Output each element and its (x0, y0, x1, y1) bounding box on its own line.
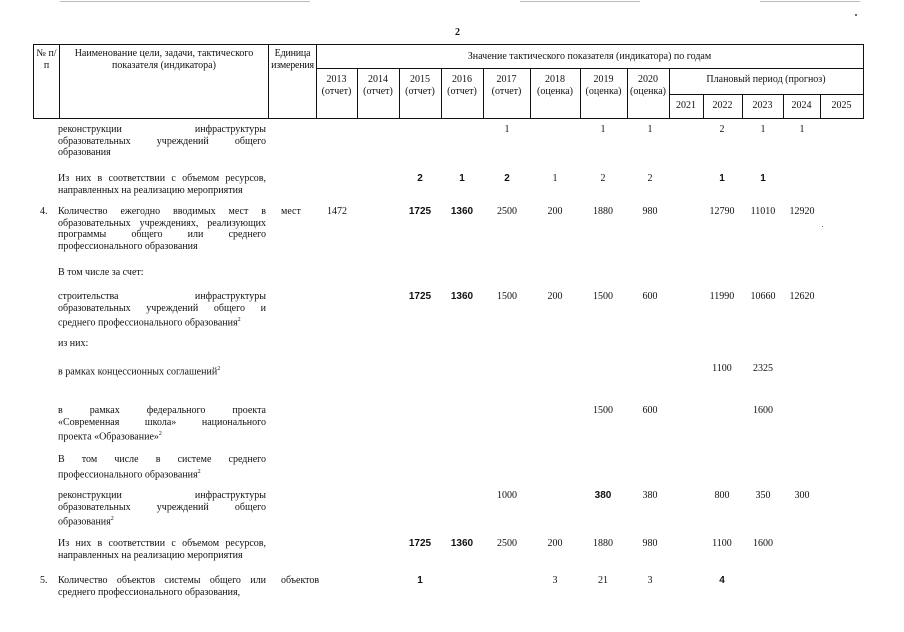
cell-value-y2020: 380 (642, 490, 658, 501)
year-kind: (оценка) (630, 86, 666, 97)
cell-value-y2019: 380 (594, 490, 612, 501)
planned-year-2023: 2023 (752, 100, 773, 111)
indicator-text-line: Из них в соответствии с объемом ресурсов, (58, 538, 266, 549)
indicator-text-line: образовательных учреждений общего (58, 135, 266, 147)
scan-speck (855, 14, 857, 16)
year-kind: (оценка) (537, 86, 573, 97)
cell-value-y2019: 2 (600, 173, 606, 184)
indicator-text-line: направленных на реализацию мероприятия (58, 184, 243, 196)
indicator-text-line: В том числе за счет: (58, 267, 144, 278)
cell-value-y2024: 300 (794, 490, 810, 501)
cell-value-y2023: 2325 (753, 363, 773, 374)
cell-value-y2019: 1500 (593, 405, 613, 416)
year-kind: (отчет) (363, 86, 393, 97)
cell-value-y2018: 200 (547, 206, 563, 217)
footnote-mark: 2 (158, 431, 162, 437)
scan-edge (760, 1, 860, 2)
planned-year-2022: 2022 (712, 100, 733, 111)
cell-value-y2018: 200 (547, 291, 563, 302)
scan-speck (822, 226, 823, 227)
cell-value-y2023: 350 (755, 490, 771, 501)
cell-value-y2019: 1880 (593, 206, 613, 217)
planned-year-2025: 2025 (831, 100, 852, 111)
indicator-text-line: направленных на реализацию мероприятия (58, 549, 243, 561)
indicator-text-line: программы общего или среднего (58, 229, 266, 240)
indicator-text-line: «Современная школа» национального (58, 416, 266, 428)
cell-value-y2020: 600 (642, 291, 658, 302)
grid-line (863, 44, 864, 119)
cell-value-y2017: 2500 (497, 538, 517, 549)
cell-value-y2023: 10660 (750, 291, 776, 302)
cell-value-y2016: 1 (459, 173, 465, 184)
cell-value-y2022: 12790 (709, 206, 735, 217)
header-name: Наименование цели, задачи, тактического показателя (индикатора) (74, 48, 254, 71)
year-label: 2015 (410, 74, 430, 85)
grid-line (33, 118, 864, 119)
cell-value-y2023: 1600 (753, 538, 773, 549)
cell-value-y2015: 1725 (408, 206, 432, 217)
grid-line (669, 94, 864, 95)
indicator-text-line: из них: (58, 338, 89, 349)
year-kind: (отчет) (491, 86, 522, 97)
cell-value-y2016: 1360 (450, 538, 474, 549)
year-header-2019 (580, 74, 627, 98)
footnote-mark: 2 (237, 317, 241, 323)
cell-value-y2020: 3 (647, 575, 653, 586)
cell-value-y2020: 980 (642, 206, 658, 217)
cell-value-y2024: 1 (799, 124, 805, 135)
year-header-2013 (316, 74, 357, 98)
indicator-text-line: Из них в соответствии с объемом ресурсов, (58, 173, 266, 184)
cell-value-y2022: 1100 (712, 538, 732, 549)
year-header-2017 (483, 74, 530, 98)
cell-value-y2017: 1500 (497, 291, 517, 302)
year-label: 2018 (545, 74, 565, 85)
year-kind: (отчет) (405, 86, 435, 97)
scan-edge (60, 1, 310, 2)
planned-year-2024: 2024 (791, 100, 812, 111)
year-label: 2016 (452, 74, 472, 85)
year-header-2016 (441, 74, 483, 98)
indicator-text-line: проекта «Образование»$^2$ (58, 431, 162, 443)
header-planned-title: Плановый период (прогноз) (706, 74, 826, 85)
indicator-text-line: профессионального образования (58, 240, 198, 252)
indicator-text-line: образования$^2$ (58, 516, 114, 528)
cell-value-y2015: 1 (417, 575, 423, 586)
cell-value-y2020: 1 (647, 124, 653, 135)
row-unit: мест (281, 206, 301, 217)
cell-value-y2022: 2 (719, 124, 725, 135)
year-kind: (оценка) (585, 86, 622, 97)
year-label: 2013 (326, 74, 347, 85)
indicator-text-line: В том числе в системе среднего (58, 454, 266, 465)
cell-value-y2023: 1600 (753, 405, 773, 416)
indicator-text-line: в рамках федерального проекта (58, 405, 266, 416)
cell-value-y2023: 11010 (750, 206, 776, 217)
cell-value-y2017: 2500 (497, 206, 517, 217)
cell-value-y2018: 200 (547, 538, 563, 549)
header-unit: Единица измерения (271, 48, 314, 71)
cell-value-y2023: 1 (760, 173, 766, 184)
indicator-text-line: образовательных учреждений общего (58, 501, 266, 513)
cell-value-y2017: 2 (504, 173, 510, 184)
cell-value-y2020: 600 (642, 405, 658, 416)
indicator-text-line: образования (58, 147, 111, 158)
indicator-text-line: образовательных учреждениях, реализующих (58, 217, 266, 229)
indicator-text-line: профессионального образования$^2$ (58, 468, 201, 480)
year-label: 2014 (368, 74, 388, 85)
year-label: 2017 (496, 74, 517, 85)
cell-value-y2022: 1100 (712, 363, 732, 374)
page-number: 2 (455, 27, 460, 38)
footnote-mark: 2 (217, 366, 221, 372)
footnote-mark: 2 (110, 516, 114, 522)
indicator-text-line: среднего профессионального образования$^2$ (58, 317, 241, 329)
year-label: 2019 (593, 74, 614, 85)
year-kind: (отчет) (447, 86, 477, 97)
cell-value-y2019: 1880 (593, 538, 613, 549)
cell-value-y2022: 800 (714, 490, 730, 501)
cell-value-y2017: 1 (504, 124, 510, 135)
year-header-2014 (357, 74, 399, 98)
indicator-text-line: Количество ежегодно вводимых мест в (58, 206, 266, 217)
cell-value-y2017: 1000 (497, 490, 517, 501)
cell-value-y2016: 1360 (450, 206, 474, 217)
year-header-2018 (530, 74, 580, 98)
cell-value-y2023: 1 (760, 124, 766, 135)
cell-value-y2019: 1 (600, 124, 606, 135)
cell-value-y2018: 1 (552, 173, 558, 184)
year-header-2015 (399, 74, 441, 98)
cell-value-y2024: 12920 (789, 206, 815, 217)
cell-value-y2015: 2 (417, 173, 423, 184)
cell-value-y2022: 11990 (709, 291, 735, 302)
header-num: № п/п (36, 48, 57, 71)
year-header-2020 (627, 74, 669, 98)
cell-value-y2020: 2 (647, 173, 653, 184)
cell-value-y2020: 980 (642, 538, 658, 549)
row-number: 5. (40, 575, 48, 586)
indicator-text-line: реконструкции инфраструктуры (58, 490, 266, 501)
planned-year-2021: 2021 (676, 100, 696, 111)
cell-value-y2024: 12620 (789, 291, 815, 302)
cell-value-y2015: 1725 (408, 538, 432, 549)
grid-line (33, 44, 864, 45)
indicator-text-line: в рамках концессионных соглашений$^2$ (58, 366, 221, 378)
indicator-text-line: образовательных учреждений общего и (58, 302, 266, 314)
year-label: 2020 (638, 74, 658, 85)
header-values-title: Значение тактического показателя (индикатора) по годам (467, 51, 712, 62)
cell-value-y2019: 1500 (593, 291, 613, 302)
indicator-text-line: среднего профессионального образования, (58, 586, 241, 598)
scan-edge (520, 1, 640, 2)
grid-line (59, 44, 60, 119)
cell-value-y2015: 1725 (408, 291, 432, 302)
cell-value-y2019: 21 (598, 575, 608, 586)
indicator-text-line: строительства инфраструктуры (58, 291, 266, 302)
year-kind: (отчет) (321, 86, 352, 97)
row-number: 4. (40, 206, 48, 217)
cell-value-y2022: 1 (719, 173, 725, 184)
footnote-mark: 2 (197, 468, 201, 475)
cell-value-y2016: 1360 (450, 291, 474, 302)
row-unit: объектов (281, 575, 320, 586)
indicator-text-line: реконструкции инфраструктуры (58, 124, 266, 135)
cell-value-y2018: 3 (552, 575, 558, 586)
indicator-text-line: Количество объектов системы общего или (58, 575, 266, 586)
cell-value-y2013: 1472 (327, 206, 347, 217)
cell-value-y2022: 4 (719, 575, 725, 586)
